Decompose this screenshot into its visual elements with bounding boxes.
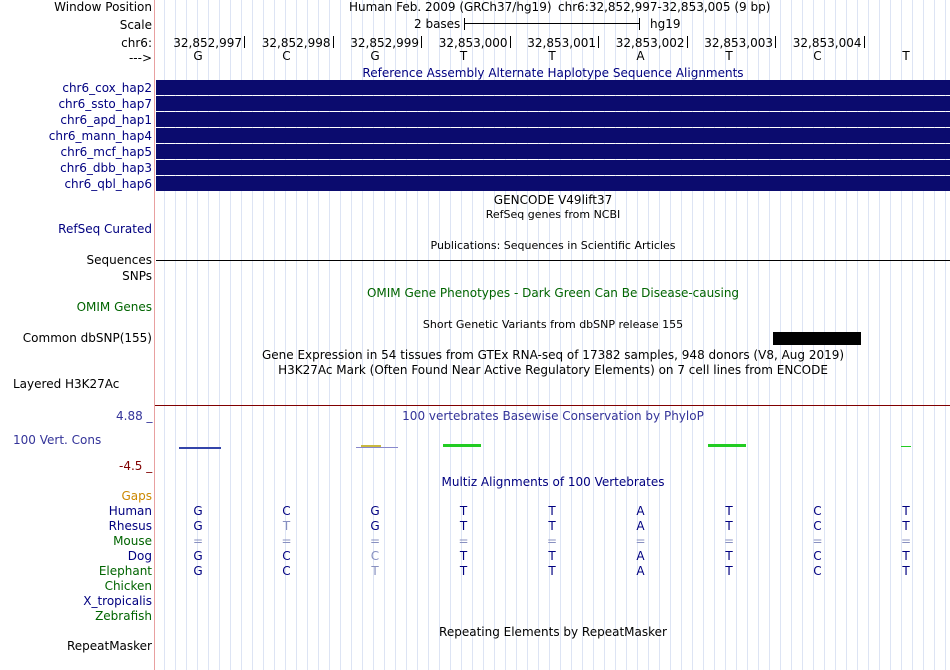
alignment-base: = (723, 534, 735, 548)
haplotype-alignment-bar[interactable] (156, 96, 950, 111)
alignment-base: G (193, 564, 203, 578)
species-label[interactable]: Zebrafish (95, 609, 152, 623)
label-divider (154, 0, 155, 670)
haplotype-label[interactable]: chr6_ssto_hap7 (58, 97, 152, 111)
coordinate-tick (421, 36, 422, 48)
scale-label: Scale (119, 18, 152, 32)
alignment-base: C (813, 549, 822, 563)
alignment-base: A (636, 504, 645, 518)
assembly-text: Human Feb. 2009 (GRCh37/hg19) (349, 0, 552, 14)
coordinate-tick (598, 36, 599, 48)
alignment-base: = (458, 534, 469, 548)
reference-base: G (370, 49, 380, 63)
species-label[interactable]: Human (108, 504, 152, 518)
species-label[interactable]: Elephant (98, 564, 152, 578)
conservation-track-title[interactable]: 100 vertebrates Basewise Conservation by PhyloP (402, 409, 704, 423)
alignment-base: T (459, 549, 468, 563)
haplotype-label[interactable]: chr6_dbb_hap3 (60, 161, 152, 175)
haplotype-alignment-bar[interactable] (156, 80, 950, 95)
haplotype-label[interactable]: chr6_qbl_hap6 (64, 177, 152, 191)
coordinate-tick (510, 36, 511, 48)
vert-cons-label[interactable]: 100 Vert. Cons (13, 433, 102, 447)
alignment-base: G (193, 549, 203, 563)
omim-genes-label[interactable]: OMIM Genes (76, 300, 152, 314)
coordinate-label: 32,853,001 (527, 36, 596, 50)
haplotype-label[interactable]: chr6_cox_hap2 (62, 81, 152, 95)
alignment-base: = (546, 534, 558, 548)
alignment-base: G (193, 519, 203, 533)
alignment-base: A (636, 564, 645, 578)
scale-text: 2 bases (414, 17, 461, 31)
alignment-base: = (900, 534, 912, 548)
conservation-bar (708, 444, 746, 447)
coordinate-label: 32,852,999 (350, 36, 419, 50)
alignment-base: = (192, 534, 204, 548)
alignment-base: T (548, 564, 556, 578)
alignment-base: G (370, 519, 380, 533)
haplotype-alignment-bar[interactable] (156, 160, 950, 175)
reference-base: T (459, 49, 468, 63)
scale-bar (464, 17, 640, 31)
refseq-curated-label[interactable]: RefSeq Curated (58, 222, 152, 236)
alignment-base: T (548, 549, 556, 563)
coordinate-label: 32,853,004 (792, 36, 862, 50)
position-text: chr6:32,852,997-32,853,005 (9 bp) (558, 0, 771, 14)
coordinate-label: 32,853,003 (704, 36, 773, 50)
haplotype-alignment-bar[interactable] (156, 144, 950, 159)
common-dbsnp-label[interactable]: Common dbSNP(155) (22, 331, 152, 345)
dbsnp-track-title[interactable]: Short Genetic Variants from dbSNP release 155 (422, 318, 684, 331)
alignment-base: G (370, 504, 380, 518)
chrom-label: chr6: (121, 36, 152, 50)
haplotype-label[interactable]: chr6_apd_hap1 (60, 113, 152, 127)
alignment-base: T (371, 564, 379, 578)
h3k27ac-track-title[interactable]: H3K27Ac Mark (Often Found Near Active Regulatory Elements) on 7 cell lines from ENCODE (278, 363, 828, 377)
conservation-bar (361, 445, 381, 447)
coordinate-tick (864, 36, 865, 48)
alignment-base: = (369, 534, 381, 548)
reference-base: C (813, 49, 822, 63)
alignment-base: A (636, 549, 645, 563)
alignment-base: C (282, 504, 291, 518)
cons-axis-min: -4.5 _ (119, 459, 153, 473)
alt-haplotype-track-title[interactable]: Reference Assembly Alternate Haplotype Sequence Alignments (362, 66, 744, 80)
window-position-label: Window Position (54, 0, 152, 14)
publications-track-title[interactable]: Publications: Sequences in Scientific Articles (430, 239, 676, 252)
refseq-track-subtitle: RefSeq genes from NCBI (485, 208, 621, 221)
gtex-track-title[interactable]: Gene Expression in 54 tissues from GTEx RNA-seq of 17382 samples, 948 donors (V8, Aug 2019) (261, 348, 845, 362)
species-label[interactable]: Rhesus (108, 519, 152, 533)
haplotype-label[interactable]: chr6_mann_hap4 (48, 129, 152, 143)
coordinate-label: 32,853,000 (438, 36, 508, 50)
alignment-base: C (813, 519, 822, 533)
alignment-base: C (282, 564, 291, 578)
alignment-base: T (459, 564, 468, 578)
coordinate-label: 32,852,997 (173, 36, 242, 50)
alignment-base: T (548, 519, 556, 533)
alignment-base: = (812, 534, 823, 548)
repeatmasker-label[interactable]: RepeatMasker (66, 639, 152, 653)
species-label[interactable]: Chicken (104, 579, 152, 593)
alignment-base: T (725, 504, 733, 518)
strand-label: ---> (128, 51, 152, 65)
omim-track-title[interactable]: OMIM Gene Phenotypes - Dark Green Can Be Disease-causing (366, 286, 740, 300)
alignment-base: C (370, 549, 380, 563)
conservation-bar (443, 444, 481, 447)
haplotype-alignment-bar[interactable] (156, 128, 950, 143)
alignment-base: T (725, 519, 733, 533)
reference-base: G (193, 49, 203, 63)
species-label[interactable]: Mouse (113, 534, 152, 548)
haplotype-label[interactable]: chr6_mcf_hap5 (60, 145, 152, 159)
gencode-track-title[interactable]: GENCODE V49lift37 (493, 193, 613, 207)
coordinate-tick (244, 36, 245, 48)
alignment-base: = (281, 534, 292, 548)
alignment-base: G (193, 504, 203, 518)
sequences-track-line (156, 260, 950, 261)
alignment-base: T (725, 549, 733, 563)
conservation-bar (356, 447, 398, 448)
snps-label[interactable]: SNPs (122, 269, 152, 283)
reference-base: C (282, 49, 291, 63)
alignment-base: T (902, 504, 910, 518)
conservation-bar (901, 446, 911, 447)
coordinate-tick (775, 36, 776, 48)
coordinate-label: 32,853,002 (615, 36, 685, 50)
reference-base: T (902, 49, 910, 63)
cons-axis-max: 4.88 _ (116, 409, 153, 423)
alignment-base: = (635, 534, 646, 548)
alignment-base: C (813, 504, 822, 518)
gaps-label[interactable]: Gaps (121, 489, 152, 503)
alignment-base: C (282, 549, 291, 563)
coordinate-tick (687, 36, 688, 48)
alignment-base: T (459, 519, 468, 533)
dbsnp-variant-block[interactable] (773, 332, 861, 345)
alignment-base: T (725, 564, 733, 578)
alignment-base: C (813, 564, 822, 578)
coordinate-label: 32,852,998 (261, 36, 331, 50)
multiz-track-title[interactable]: Multiz Alignments of 100 Vertebrates (441, 475, 665, 489)
reference-base: T (548, 49, 556, 63)
layered-h3k27ac-label[interactable]: Layered H3K27Ac (13, 377, 120, 391)
alignment-base: T (902, 564, 910, 578)
reference-base: T (725, 49, 733, 63)
haplotype-alignment-bar[interactable] (156, 112, 950, 127)
alignment-base: T (902, 519, 910, 533)
track-separator (155, 405, 950, 406)
species-label[interactable]: X_tropicalis (83, 594, 152, 608)
reference-base: A (636, 49, 645, 63)
coordinate-tick (333, 36, 334, 48)
repeatmasker-track-title[interactable]: Repeating Elements by RepeatMasker (439, 625, 667, 639)
scale-db: hg19 (650, 17, 681, 31)
species-label[interactable]: Dog (127, 549, 152, 563)
alignment-base: T (902, 549, 910, 563)
alignment-base: T (459, 504, 468, 518)
sequences-label[interactable]: Sequences (86, 253, 152, 267)
alignment-base: A (636, 519, 645, 533)
alignment-base: T (548, 504, 556, 518)
haplotype-alignment-bar[interactable] (156, 176, 950, 191)
alignment-base: T (282, 519, 291, 533)
conservation-bar (179, 447, 221, 449)
